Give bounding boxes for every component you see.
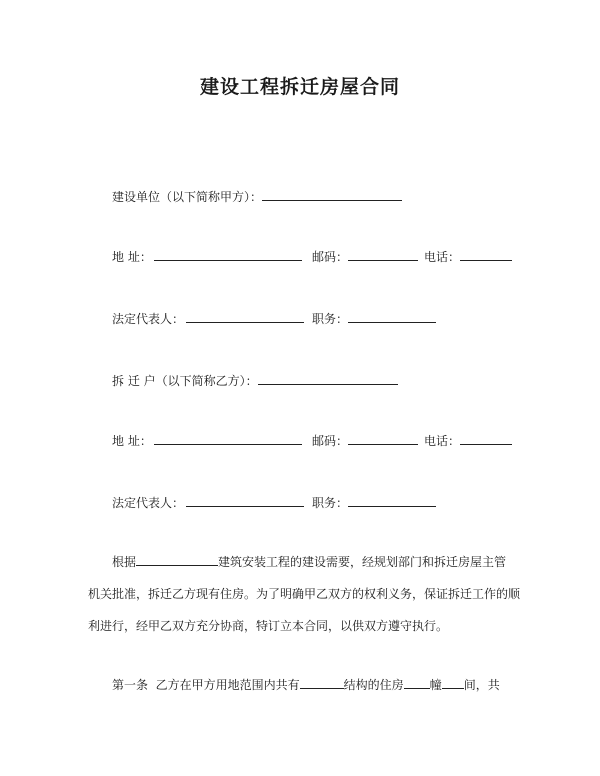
article-1-text-c: 幢 (429, 678, 442, 692)
party-b-postcode-label: 邮码： (312, 434, 349, 448)
preamble-line-2: 机关批准，拆迁乙方现有住房。为了明确甲乙双方的权利义务，保证拆迁工作的顺 (88, 587, 521, 601)
party-b-position (312, 494, 436, 511)
party-a-postcode (312, 248, 418, 265)
preamble-line-1-text: 建筑安装工程的建设需要，经规划部门和拆迁房屋主管 (218, 555, 507, 569)
party-a-postcode-label: 邮码： (312, 250, 349, 264)
party-a-address-line (112, 248, 302, 265)
party-a-unit-line (112, 188, 402, 205)
party-b-position-label: 职务： (312, 496, 349, 510)
party-a-position-label: 职务： (312, 312, 349, 326)
article-1-text-d: 间，共 (463, 678, 500, 692)
preamble-lead: 根据 (112, 555, 137, 569)
party-b-position-blank[interactable] (348, 494, 436, 507)
party-b-rep-label: 法定代表人： (112, 496, 185, 510)
structure-type-blank[interactable] (300, 676, 344, 689)
party-b-address-blank[interactable] (154, 432, 302, 445)
room-count-blank[interactable] (442, 676, 464, 689)
preamble-line-1 (112, 546, 512, 578)
project-name-blank[interactable] (136, 553, 218, 566)
article-1-head: 第一条 (112, 678, 149, 692)
party-a-address-blank[interactable] (154, 248, 302, 261)
party-a-unit-blank[interactable] (262, 188, 402, 201)
preamble-line-3: 利进行，经甲乙双方充分协商，特订立本合同，以供双方遵守执行。 (88, 619, 449, 633)
party-b-household-label: 拆 迁 户（以下简称乙方）： (112, 374, 258, 388)
preamble-paragraph (88, 546, 521, 642)
party-a-rep-line (112, 310, 304, 327)
article-1-text-b: 结构的住房 (343, 678, 404, 692)
party-b-household-line (112, 372, 398, 389)
party-b-phone (424, 432, 512, 449)
party-a-rep-blank[interactable] (186, 310, 304, 323)
party-a-rep-label: 法定代表人： (112, 312, 185, 326)
article-1 (112, 676, 500, 693)
party-a-address-label: 地 址： (112, 250, 152, 264)
article-1-text-a: 乙方在甲方用地范围内共有 (155, 678, 300, 692)
party-a-phone-blank[interactable] (460, 248, 512, 261)
party-b-address-line (112, 432, 302, 449)
building-count-blank[interactable] (404, 676, 430, 689)
party-a-phone-label: 电话： (424, 250, 461, 264)
party-b-postcode (312, 432, 418, 449)
party-a-phone (424, 248, 512, 265)
party-a-postcode-blank[interactable] (348, 248, 418, 261)
document-title: 建设工程拆迁房屋合同 (199, 76, 400, 98)
party-a-position (312, 310, 436, 327)
party-a-unit-label: 建设单位（以下简称甲方）： (112, 190, 263, 204)
party-b-phone-label: 电话： (424, 434, 461, 448)
party-b-rep-line (112, 494, 304, 511)
party-b-household-blank[interactable] (258, 372, 398, 385)
party-b-phone-blank[interactable] (460, 432, 512, 445)
party-b-postcode-blank[interactable] (348, 432, 418, 445)
party-b-address-label: 地 址： (112, 434, 152, 448)
party-b-rep-blank[interactable] (186, 494, 304, 507)
party-a-position-blank[interactable] (348, 310, 436, 323)
